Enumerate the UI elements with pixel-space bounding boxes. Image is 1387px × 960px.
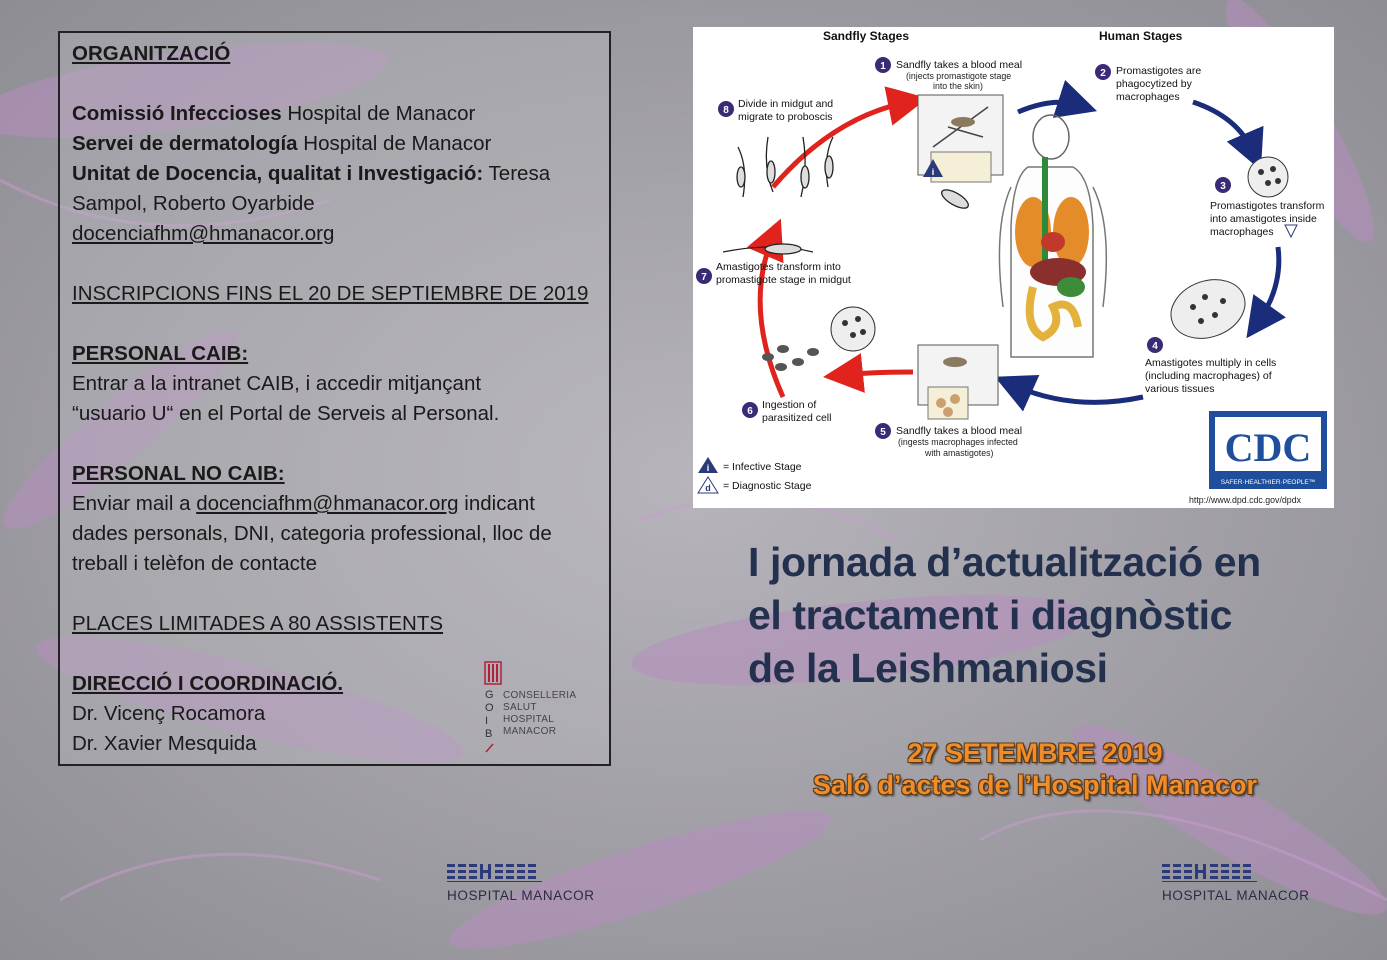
coat-of-arms-icon: [484, 661, 504, 687]
caib-heading: PERSONAL CAIB:: [72, 342, 249, 365]
goib-departments: CONSELLERIA SALUT HOSPITAL MANACOR: [503, 690, 577, 737]
stage-6-label: [742, 399, 831, 424]
organization-info-box: [58, 31, 611, 766]
svg-text:(ingests macrophages infected: (ingests macrophages infected: [898, 437, 1018, 447]
goib-letters: G O I B: [485, 689, 494, 740]
caib-instructions-2: “usuario U“ en el Portal de Serveis al Personal.: [72, 402, 500, 425]
stage-5-label: [875, 423, 1022, 458]
stage-8-label: [718, 98, 833, 123]
no-caib-email-link[interactable]: docenciafhm@hmanacor.org: [196, 492, 459, 515]
cdc-url: http://www.dpd.cdc.gov/dpdx: [1189, 495, 1301, 505]
svg-text:Ingestion of: Ingestion of: [762, 399, 817, 411]
svg-text:i: i: [931, 167, 935, 177]
svg-text:into the skin): into the skin): [933, 81, 983, 91]
svg-text:3: 3: [1220, 181, 1226, 192]
svg-text:(injects promastigote stage: (injects promastigote stage: [906, 71, 1012, 81]
teaching-unit-line: Unitat de Docencia, qualitat i Investigació: Teresa: [72, 162, 551, 185]
hospital-manacor-logo-right: [1162, 862, 1327, 907]
svg-text:i: i: [706, 463, 710, 473]
no-caib-instructions-1: Enviar mail a docenciafhm@hmanacor.org indicant: [72, 492, 535, 515]
svg-text:Amastigotes transform into: Amastigotes transform into: [716, 261, 841, 273]
contact-email-link[interactable]: docenciafhm@hmanacor.org: [72, 222, 335, 245]
hospital-grid-icon: [447, 862, 542, 882]
dermatology-line: Servei de dermatología Hospital de Manacor: [72, 132, 492, 155]
hospital-name: HOSPITAL MANACOR: [447, 888, 595, 903]
leishmania-life-cycle-diagram: [693, 27, 1334, 508]
svg-text:Promastigotes transform: Promastigotes transform: [1210, 200, 1325, 212]
diagram-legend: [698, 457, 812, 493]
human-stages-heading: Human Stages: [1099, 29, 1183, 43]
event-date: 27 SETEMBRE 2019: [907, 738, 1163, 768]
hospital-manacor-logo-left: [447, 862, 612, 907]
caib-instructions-1: Entrar a la intranet CAIB, i accedir mitjançant: [72, 372, 482, 395]
stage-7-label: [696, 261, 851, 286]
svg-text:= Infective Stage: = Infective Stage: [723, 461, 802, 473]
svg-text:CDC: CDC: [1224, 425, 1312, 470]
svg-text:8: 8: [723, 105, 729, 116]
hospital-grid-icon: [1162, 862, 1257, 882]
svg-text:various tissues: various tissues: [1145, 383, 1215, 395]
svg-text:6: 6: [747, 406, 753, 417]
svg-text:5: 5: [880, 427, 886, 438]
stage-4-label: [1145, 337, 1276, 395]
svg-text:macrophages: macrophages: [1116, 91, 1180, 103]
slash-mark-icon: [485, 743, 495, 753]
human-body-figure: [999, 115, 1106, 357]
svg-text:macrophages: macrophages: [1210, 226, 1274, 238]
teaching-unit-names: Sampol, Roberto Oyarbide: [72, 192, 315, 215]
stage-1-label: [875, 57, 1022, 91]
svg-text:into amastigotes inside: into amastigotes inside: [1210, 213, 1317, 225]
svg-text:(including macrophages) of: (including macrophages) of: [1145, 370, 1272, 382]
hospital-name: HOSPITAL MANACOR: [1162, 888, 1310, 903]
event-title: I jornada d’actualització en el tractament i diagnòstic de la Leishmaniosi: [748, 539, 1261, 691]
organitzacio-heading: ORGANITZACIÓ: [72, 42, 231, 65]
goib-conselleria-logo: [481, 661, 591, 756]
arrow-4-to-5: [1013, 385, 1143, 402]
director-1: Dr. Vicenç Rocamora: [72, 702, 266, 725]
director-2: Dr. Xavier Mesquida: [72, 732, 257, 755]
direction-heading: DIRECCIÓ I COORDINACIÓ.: [72, 672, 344, 695]
svg-text:2: 2: [1100, 68, 1106, 79]
svg-text:Sandfly takes a blood meal: Sandfly takes a blood meal: [896, 59, 1023, 71]
svg-text:SAFER·HEALTHIER·PEOPLE™: SAFER·HEALTHIER·PEOPLE™: [1220, 479, 1316, 486]
arrow-2-to-3: [1193, 102, 1253, 152]
svg-text:= Diagnostic Stage: = Diagnostic Stage: [723, 480, 812, 492]
cdc-logo: [1209, 411, 1327, 489]
no-caib-instructions-3: treball i telèfon de contacte: [72, 552, 318, 575]
event-place: Saló d’actes de l’Hospital Manacor: [812, 770, 1258, 800]
svg-text:Amastigotes multiply in cells: Amastigotes multiply in cells: [1145, 357, 1277, 369]
svg-text:1: 1: [880, 61, 886, 72]
svg-text:d: d: [705, 483, 711, 493]
svg-text:parasitized cell: parasitized cell: [762, 412, 832, 424]
places-limit: PLACES LIMITADES A 80 ASSISTENTS: [72, 612, 444, 635]
stage-2-label: [1095, 64, 1201, 103]
arrow-1-to-2: [1018, 102, 1078, 112]
svg-text:7: 7: [701, 272, 707, 283]
event-date-place: [740, 737, 1330, 801]
no-caib-heading: PERSONAL NO CAIB:: [72, 462, 285, 485]
arrow-5-to-6: [843, 372, 913, 375]
svg-text:Promastigotes are: Promastigotes are: [1116, 65, 1202, 77]
svg-text:phagocytized by: phagocytized by: [1116, 78, 1192, 90]
arrow-3-to-4: [1258, 247, 1279, 322]
no-caib-instructions-2: dades personals, DNI, categoria professional, lloc de: [72, 522, 552, 545]
svg-text:Divide in midgut and: Divide in midgut and: [738, 98, 834, 110]
svg-text:with amastigotes): with amastigotes): [925, 448, 994, 458]
svg-text:4: 4: [1152, 341, 1158, 352]
svg-text:promastigote stage in midgut: promastigote stage in midgut: [716, 274, 851, 286]
sandfly-stages-heading: Sandfly Stages: [823, 29, 910, 43]
registration-deadline: INSCRIPCIONS FINS EL 20 DE SEPTIEMBRE DE 2019: [72, 282, 589, 305]
svg-text:migrate to proboscis: migrate to proboscis: [738, 111, 833, 123]
svg-text:Sandfly takes a blood meal: Sandfly takes a blood meal: [896, 425, 1023, 437]
committee-line: Comissió Infeccioses Hospital de Manacor: [72, 102, 476, 125]
